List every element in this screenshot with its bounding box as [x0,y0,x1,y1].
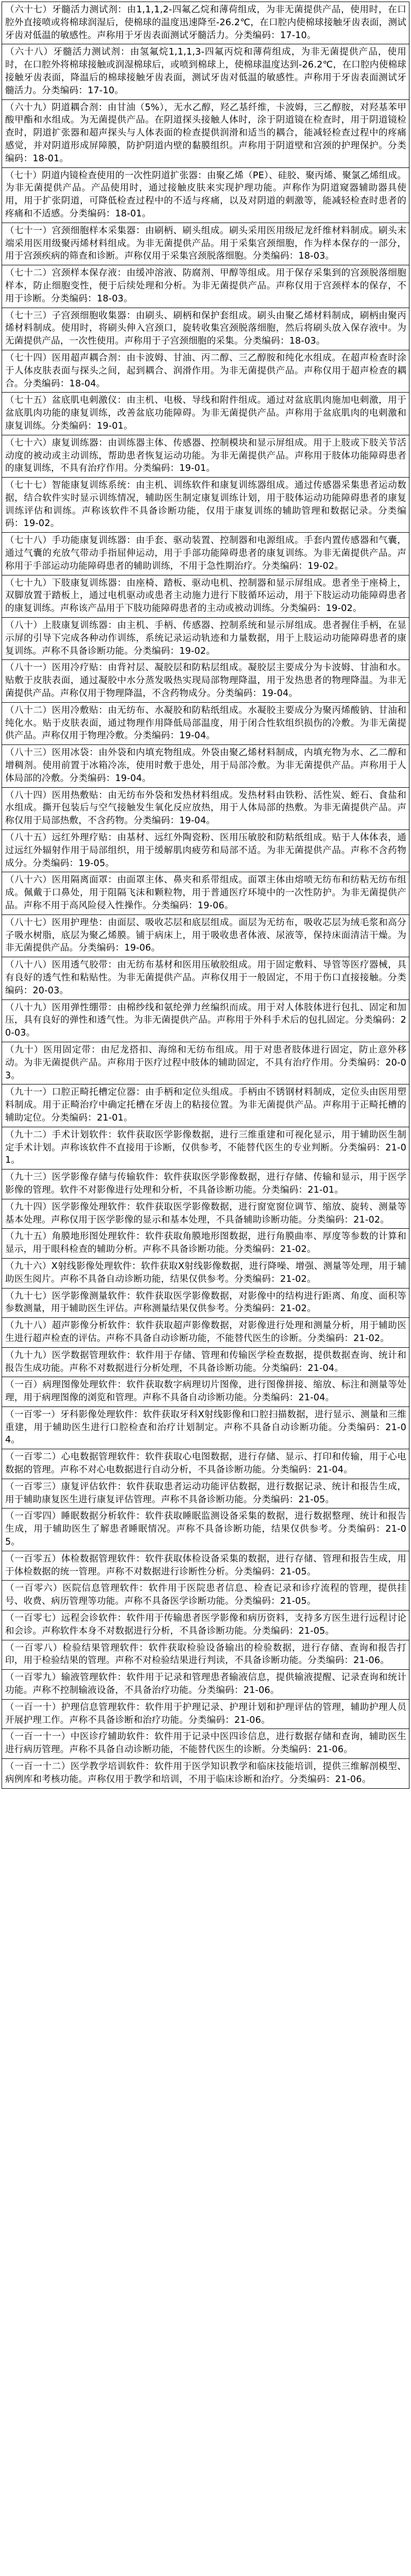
entry-row [2,575,409,618]
entry-row [2,618,409,660]
entry-row [2,1640,409,1670]
entry-text: （一百零六）医院信息管理软件：软件用于医院患者信息、检查记录和诊疗流程的管理，提供挂号、收费、病历管理等功能。声称不具备医学诊断功能。分类编码：21-05。 [5,1583,406,1607]
entry-row [2,872,409,914]
entry-row [2,1289,409,1318]
entry-row [2,1581,409,1611]
entry-row [2,308,409,350]
entry-text: （八十三）医用冰袋：由外袋和内填充物组成。外袋由聚乙烯材料制成，内填充物为水、乙二醇和增稠剂。使用前置于冰箱冷冻，使用时敷于患处，用于局部冷敷。为非无菌提供产品。声称用于人体局部的冷敷。分类编码：19-04。 [5,748,406,784]
entry-text: （八十八）医用透气胶带：由无纺布基材和医用压敏胶组成。用于固定敷料、导管等医疗器械，具有良好的透气性和粘贴性。为非无菌提供产品。声称仅用于一般固定，不用于伤口直接接触。分类编码：20-03。 [5,960,406,996]
entry-row [2,1479,409,1509]
entry-text: （一百一十）护理信息管理软件：软件用于护理记录、护理计划和护理评估的管理，辅助护理人员开展护理工作。声称不具备诊断和治疗功能。分类编码：21-06。 [5,1702,406,1725]
entry-text: （八十九）医用弹性绷带：由棉纱线和氨纶弹力丝编织而成。用于对人体肢体进行包扎、固定和加压，具有良好的弹性和透气性。为非无菌提供产品。声称用于外科手术后的包扎固定。分类编码：20-03。 [5,1002,406,1039]
entry-row [2,1611,409,1640]
entry-row [2,1759,409,1788]
entry-row [2,44,409,99]
entry-row [2,393,409,435]
entry-row [2,223,409,265]
entry-text: （九十一）口腔正畸托槽定位器：由手柄和定位头组成。手柄由不锈钢材料制成，定位头由医用塑料制成。用于正畸治疗中确定托槽在牙齿上的粘接位置。为非无菌提供产品。声称用于正畸托槽的辅助定位。分类编码：21-01。 [5,1087,406,1123]
entry-text: （六十八）牙髓活力测试剂：由氢氟烷1,1,1,3-四氟丙烷和薄荷组成，为非无菌提供产品，使用时，在口腔外将棉球接触或润湿棉球后，或喷到棉球上，使棉球温度达到-26.2℃，在口腔内使棉球接触牙齿表面，降温后的棉球接触牙齿表面，测试牙齿对低温的敏感性。声称用于牙齿表面测试牙髓活力。分类编码：17-10。 [5,47,406,96]
entry-row [2,1670,409,1700]
entry-text: （九十九）医学数据管理软件：软件用于存储、管理和传输医学检查数据，提供数据查询、统计和报告生成功能。声称不对数据进行分析处理，不具备诊断功能。分类编码：21-04。 [5,1350,406,1374]
entry-row [2,1000,409,1042]
entry-row [2,957,409,999]
entry-text: （八十二）医用冷敷贴：由无纺布、水凝胶和防粘纸组成。水凝胶主要成分为聚丙烯酸钠、甘油和纯化水。贴于皮肤表面，通过物理作用降低局部温度，用于闭合性软组织损伤的冷敷。为非无菌提供产品。声称仅用于物理冷敷。分类编码：19-04。 [5,705,406,741]
entry-text: （九十）医用固定带：由尼龙搭扣、海绵和无纺布组成。用于对患者肢体进行固定，防止意外移动。为非无菌提供产品。声称用于医疗过程中肢体的辅助固定，不具有治疗作用。分类编码：20-03。 [5,1044,406,1081]
entry-text: （八十四）医用热敷贴：由无纺布外袋和发热材料组成。发热材料由铁粉、活性炭、蛭石、食盐和水组成。撕开包装后与空气接触发生氧化反应放热，用于人体局部的热敷。为非无菌提供产品。声称仅用于局部热敷，不含药物。分类编码：19-04。 [5,790,406,826]
entry-row [2,168,409,223]
entry-row [2,533,409,575]
entry-text: （八十五）远红外理疗贴：由基材、远红外陶瓷粉、医用压敏胶和防粘纸组成。贴于人体体表，通过远红外辐射作用于局部组织，用于缓解肌肉疲劳和局部不适。为非无菌提供产品。声称不含药物成分。分类编码：19-05。 [5,833,406,869]
entry-row [2,1348,409,1378]
entry-row [2,435,409,478]
entry-row [2,1407,409,1449]
entry-row [2,478,409,533]
entry-text: （七十一）宫颈细胞样本采集器：由刷柄、刷头组成。刷头采用医用级尼龙纤维材料制成。刷头末端采用医用级聚丙烯材料组成。为非无菌提供产品。用于采集宫颈细胞，作为样本保存的一部分，用于宫颈疾病的筛查和诊断。声称仅用于采集宫颈脱落细胞。分类编码：18-03。 [5,225,406,262]
entry-text: （一百一十二）医学教学培训软件：软件用于医学知识教学和临床技能培训，提供三维解剖模型、病例库和考核功能。声称仅用于教学和培训，不用于临床诊断和治疗。分类编码：21-06。 [5,1761,406,1785]
entry-text: （六十七）牙髓活力测试剂：由1,1,1,2-四氟乙烷和薄荷组成，为非无菌提供产品，使用时，在口腔外直接喷或将棉球润湿后，使棉球的温度迅速降至-26.2℃，在口腔内使棉球接触牙齿表面，测试牙齿对低温的敏感性。声称用于牙齿表面测试牙髓活力。分类编码：17-10。 [5,5,406,41]
entry-row [2,1259,409,1289]
entry-text: （八十）上肢康复训练器：由主机、手柄、传感器、控制系统和显示屏组成。患者握住手柄，在显示屏的引导下完成各种动作训练，系统记录运动轨迹和力量数据，用于上肢运动功能障碍患者的康复训练。声称不具备诊断功能。分类编码：19-02。 [5,620,406,656]
entry-text: （七十七）智能康复训练系统：由主机、训练软件和康复训练器组成。通过传感器采集患者运动数据，结合软件实时显示训练情况，辅助医生制定康复训练计划，用于肢体运动功能障碍患者的康复训练评估和训练。声称该软件不具备诊断功能，仅用于康复训练的辅助管理和数据记录。分类编码：19-02。 [5,480,406,529]
entry-row [2,100,409,168]
document [2,2,409,1789]
entry-row [2,788,409,830]
entry-text: （九十四）医学影像处理软件：软件获取医学影像数据，进行窗宽窗位调节、缩放、旋转、测量等基本处理。声称仅用于医学影像的显示和基本处理，不具备辅助诊断功能。分类编码：21-02。 [5,1201,406,1225]
entry-row [2,703,409,745]
entry-text: （九十三）医学影像存储与传输软件：软件获取医学影像数据，进行存储、传输和显示，用于医学影像的管理。软件不对影像进行处理和分析，不具备诊断功能。分类编码：21-01。 [5,1172,406,1195]
entry-text: （七十四）医用超声耦合剂：由卡波姆、甘油、丙二醇、三乙醇胺和纯化水组成。在超声检查时涂于人体皮肤表面与探头之间，起到耦合、润滑作用。为非无菌提供产品。声称仅用于超声检查的耦合。分类编码：18-04。 [5,352,406,389]
entry-text: （九十二）手术计划软件：软件获取医学影像数据，进行三维重建和可视化显示，用于辅助医生制定手术计划。声称该软件不直接用于诊断，仅供参考，不能替代医生的专业判断。分类编码：21-01。 [5,1129,406,1166]
entry-row [2,2,409,44]
entry-row [2,1377,409,1407]
entry-row [2,1509,409,1551]
entry-text: （一百零七）远程会诊软件：软件用于传输患者医学影像和病历资料，支持多方医生进行远程讨论和会诊。声称软件本身不对数据进行分析，不具备诊断功能。分类编码：21-05。 [5,1613,406,1636]
entry-row [2,1127,409,1170]
entry-row [2,350,409,393]
entry-text: （七十二）宫颈样本保存液：由缓冲溶液、防腐剂、甲醇等组成。用于保存采集到的宫颈脱落细胞样本，防止细胞变性，便于后续处理和分析。为非无菌提供产品。声称仅用于宫颈样本的保存，不用于诊断。分类编码：18-03。 [5,268,406,304]
entry-text: （一百零一）牙科影像处理软件：软件获取牙科X射线影像和口腔扫描数据，进行显示、测量和三维重建，用于辅助医生进行口腔检查和治疗计划制定。声称不具备自动诊断功能。分类编码：21-04。 [5,1409,406,1446]
entry-row [2,1199,409,1229]
entry-row [2,1449,409,1479]
entry-text: （一百零二）心电数据管理软件：软件获取心电图数据，进行存储、显示、打印和传输，用于心电数据的管理。声称不对心电数据进行自动分析，不具备诊断功能。分类编码：21-04。 [5,1452,406,1476]
entry-text: （一百）病理图像处理软件：软件获取数字病理切片图像，进行图像拼接、缩放、标注和测量等处理，用于病理图像的浏览和管理。声称不具备自动诊断功能。分类编码：21-04。 [5,1380,406,1403]
entry-row [2,1229,409,1259]
entry-text: （七十三）子宫颈细胞收集器：由刷头、刷柄和保护套组成。刷头由聚乙烯材料制成，刷柄由聚丙烯材料制成。使用时，将刷头伸入宫颈口，旋转收集宫颈脱落细胞，然后将刷头放入保存液中。为无菌提供产品，一次性使用。声称用于子宫颈细胞的采集。分类编码：18-03。 [5,310,406,347]
entry-row [2,1042,409,1084]
entry-text: （九十八）超声影像分析软件：软件获取超声影像数据，对影像进行处理和测量分析，用于辅助医生进行超声检查的评估。声称不具备自动诊断功能，不能替代医生的诊断。分类编码：21-02。 [5,1320,406,1344]
entry-row [2,830,409,872]
entry-text: （八十七）医用护理垫：由面层、吸收芯层和底层组成。面层为无纺布，吸收芯层为绒毛浆和高分子吸水树脂，底层为聚乙烯膜。铺于病床上，用于吸收患者体液、尿液等，保持床面清洁干燥。为非无菌提供产品。分类编码：19-06。 [5,917,406,954]
entry-row [2,265,409,308]
entry-row [2,1729,409,1759]
entry-text: （七十九）下肢康复训练器：由座椅、踏板、驱动电机、控制器和显示屏组成。患者坐于座椅上，双脚放置于踏板上，通过电机驱动或患者主动施力进行下肢循环运动，用于下肢运动功能障碍患者的康复训练。声称该产品用于下肢功能障碍患者的主动或被动训练。分类编码：19-02。 [5,578,406,614]
entry-text: （九十七）医学影像测量软件：软件获取医学影像数据，对影像中的结构进行距离、角度、面积等参数测量，用于辅助医生评估。声称测量结果仅供参考。分类编码：21-02。 [5,1291,406,1314]
entry-row [2,660,409,702]
entry-text: （一百零八）检验结果管理软件：软件获取检验设备输出的检验数据，进行存储、查询和报告打印，用于检验结果的管理。声称不对检验结果进行判读，不具备诊断功能。分类编码：21-06。 [5,1642,406,1666]
entry-text: （九十五）角膜地形图处理软件：软件获取角膜地形图数据，进行角膜曲率、厚度等参数的计算和显示，用于眼科检查的辅助分析。声称不具备诊断功能。分类编码：21-02。 [5,1231,406,1255]
entry-row [2,1318,409,1348]
entry-text: （七十六）康复训练器：由训练器主体、传感器、控制模块和显示屏组成。用于上肢或下肢关节活动度的被动或主动训练，帮助患者恢复运动功能。为非无菌提供产品。声称用于肢体功能障碍患者的康复训练，不具有治疗作用。分类编码：19-01。 [5,437,406,474]
entry-text: （八十六）医用隔离面罩：由面罩主体、鼻夹和系带组成。面罩主体由熔喷无纺布和纺粘无纺布组成。佩戴于口鼻处，用于阻隔飞沫和颗粒物，用于普通医疗环境中的一次性防护。为非无菌提供产品。声称不用于高风险侵入性操作。分类编码：19-06。 [5,875,406,911]
entry-text: （一百零五）体检数据管理软件：软件获取体检设备采集的数据，进行存储、管理和报告生成，用于体检数据的统一管理。声称不对数据进行诊断性分析。分类编码：21-05。 [5,1553,406,1577]
entry-text: （一百一十一）中医诊疗辅助软件：软件用于记录中医四诊信息，进行数据存储和查询，辅助医生进行病历管理。声称不具备自动诊断功能，不能替代医生的诊断。分类编码：21-06。 [5,1732,406,1755]
entry-row [2,915,409,957]
entry-row [2,1170,409,1199]
entry-text: （一百零四）睡眠数据分析软件：软件获取睡眠监测设备采集的数据，进行数据整理、统计和报告生成，用于辅助医生了解患者睡眠情况。声称不具备诊断功能，结果仅供参考。分类编码：21-05。 [5,1511,406,1548]
entry-row [2,1551,409,1581]
entry-text: （一百零九）输液管理软件：软件用于记录和管理患者输液信息，提供输液提醒、记录查询和统计功能。声称不控制输液设备，不具备治疗功能。分类编码：21-06。 [5,1672,406,1696]
entry-row [2,745,409,787]
entry-text: （八十一）医用冷疗贴：由背衬层、凝胶层和防粘层组成。凝胶层主要成分为卡波姆、甘油和水。贴敷于皮肤表面，通过凝胶中水分蒸发吸热实现局部物理降温，用于发热患者的物理降温。为非无菌提供产品。声称仅用于物理降温，不含药物成分。分类编码：19-04。 [5,663,406,699]
entry-row [2,1084,409,1127]
entry-row [2,1700,409,1730]
entry-text: （七十）阴道内镜检查使用的一次性阴道扩张器：由聚乙烯（PE）、硅胶、聚丙烯、聚氯乙烯组成。为非无菌提供产品。产品使用时，通过接触皮肤来实现护理功能。声称作为阴道窥器辅助器具使用，用于扩张阴道，可降低检查过程中的不适与疼痛，以及对阴道的刺激等，能减轻检查时患者的疼痛和不适感。分类编码：18-01。 [5,170,406,219]
entry-text: （七十五）盆底肌电刺激仪：由主机、电极、导线和附件组成。通过对盆底肌肉施加电刺激，用于盆底肌肉功能的康复训练，改善盆底功能障碍。为非无菌提供产品。声称用于盆底肌肉的电刺激和康复训练。分类编码：19-01。 [5,395,406,431]
entry-text: （七十八）手功能康复训练器：由手套、驱动装置、控制器和电源组成。手套内置传感器和气囊，通过气囊的充放气带动手指屈伸运动，用于手部功能障碍患者的康复训练。为非无菌提供产品。声称用于手部运动功能障碍患者的辅助训练，不用于急性期治疗。分类编码：19-02。 [5,535,406,571]
entry-text: （六十九）阴道耦合剂：由甘油（5%），无水乙醇，羟乙基纤维，卡波姆，三乙醇胺，对羟基苯甲酸甲酯和水组成。为无菌提供产品。在阴道探头接触人体时，涂于阴道镜在检查时，用于阴道镜检查时，阴道扩张器和超声探头与人体表面的检查提供润滑和适当的耦合，能减轻检查过程中的疼痛感觉，并对阴道形成屏障膜，防护阴道内壁的黏膜组织。声称用于阴道壁和宫颈的护理保护。分类编码：18-01。 [5,102,406,164]
entry-text: （九十六）X射线影像处理软件：软件获取X射线影像数据，进行降噪、增强、测量等处理，用于辅助医生阅片。声称不具备自动诊断功能，结果仅供参考。分类编码：21-02。 [5,1261,406,1284]
entry-text: （一百零三）康复评估软件：软件获取患者运动功能评估数据，进行数据记录、统计和报告生成，用于辅助康复医生进行康复评估管理。声称不具备诊断功能。分类编码：21-05。 [5,1481,406,1505]
